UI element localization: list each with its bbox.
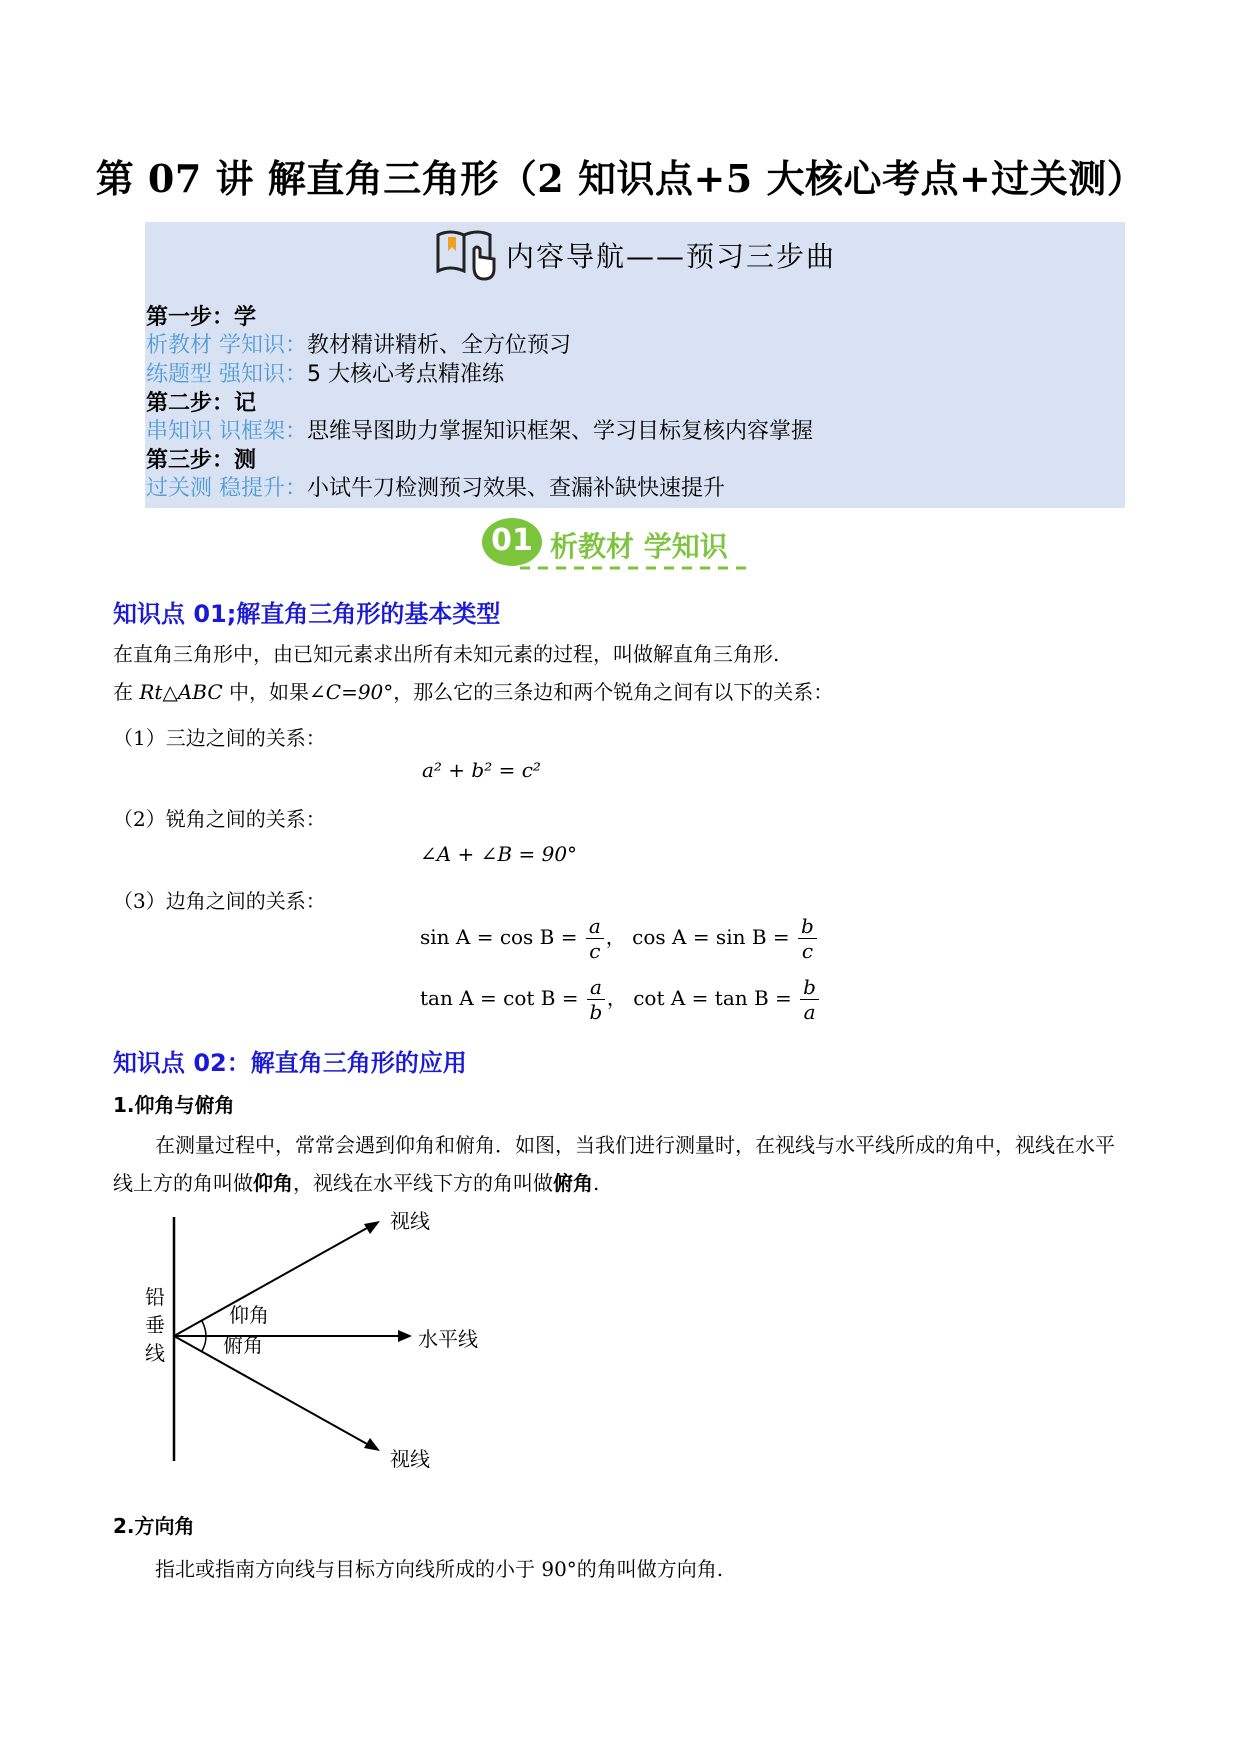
- relation-2-label: （2）锐角之间的关系：: [113, 807, 326, 831]
- elevation-paragraph: [113, 1126, 1123, 1202]
- relation-1-label: （1）三边之间的关系：: [113, 726, 326, 750]
- kp1-paragraph-1: 在直角三角形中，由已知元素求出所有未知元素的过程，叫做解直角三角形.: [113, 642, 780, 666]
- direction-paragraph: 指北或指南方向线与目标方向线所成的小于 90°的角叫做方向角.: [155, 1557, 724, 1581]
- horizontal-label: 水平线: [418, 1327, 478, 1351]
- elevation-depression-diagram: [140, 1205, 520, 1471]
- fraction: [800, 975, 819, 1024]
- subheading-elevation: 1.仰角与俯角: [113, 1093, 235, 1117]
- depression-arc: [202, 1336, 206, 1351]
- formula-text: cot A = tan B =: [633, 986, 792, 1010]
- nav-line-learn: [146, 328, 571, 359]
- text-run: 中，如果: [222, 680, 310, 704]
- arrow-head: [364, 1438, 380, 1451]
- nav-line-text: 5 大核心考点精准练: [307, 362, 504, 387]
- text-run: 在: [113, 680, 140, 704]
- formula-text: tan A = cot B =: [420, 986, 579, 1010]
- denominator: b: [589, 1000, 603, 1024]
- nav-line-label: 析教材 学知识：: [146, 333, 307, 358]
- nav-line-text: 小试牛刀检测预习效果、查漏补缺快速提升: [307, 476, 726, 501]
- nav-line-label: 过关测 稳提升：: [146, 476, 307, 501]
- sight-up-label: 视线: [390, 1209, 430, 1233]
- formula-angle-sum: ∠A + ∠B = 90°: [420, 842, 578, 866]
- nav-step-3: 第三步：测: [146, 448, 257, 473]
- elevation-label: 仰角: [229, 1303, 269, 1327]
- sight-line-up: [174, 1223, 376, 1336]
- vertical-label-3: 线: [145, 1341, 165, 1365]
- nav-line-test: [146, 471, 725, 502]
- nav-step-1: 第一步：学: [146, 305, 257, 330]
- numerator: a: [586, 914, 604, 939]
- content-nav-heading: [145, 225, 1125, 285]
- vertical-label-1: 铅: [145, 1285, 165, 1309]
- nav-line-text: 思维导图助力掌握知识框架、学习目标复核内容掌握: [307, 419, 814, 444]
- section-01-banner: [480, 515, 780, 573]
- term-elevation: 仰角: [253, 1171, 293, 1195]
- elevation-arc: [202, 1321, 206, 1336]
- subheading-direction: 2.方向角: [113, 1514, 195, 1538]
- kp1-heading: 知识点 01;解直角三角形的基本类型: [113, 600, 501, 628]
- arrow-head: [364, 1221, 380, 1234]
- denominator: a: [803, 1000, 816, 1024]
- triangle-notation: Rt△ABC: [139, 680, 223, 704]
- nav-line-practice: [146, 357, 504, 388]
- fraction: [798, 914, 817, 963]
- arrow-head: [398, 1330, 412, 1342]
- formula-tan-cot: tan A = cot B = $\frac{a}{b}$ ， cot A = tan B = $\frac{b}{a}$: [420, 975, 821, 1024]
- numerator: a: [587, 975, 605, 1000]
- kp1-paragraph-2: [113, 676, 833, 705]
- book-pointer-icon: [434, 223, 498, 287]
- nav-heading-text: 内容导航——预习三步曲: [505, 240, 836, 273]
- depression-label: 俯角: [223, 1333, 263, 1357]
- fraction: [587, 975, 605, 1024]
- sight-line-down: [174, 1336, 376, 1449]
- term-depression: 俯角: [553, 1171, 593, 1195]
- nav-line-framework: [146, 414, 813, 445]
- denominator: c: [589, 939, 601, 963]
- numerator: b: [800, 975, 819, 1000]
- nav-line-text: 教材精讲精析、全方位预习: [307, 333, 572, 358]
- formula-text: sin A = cos B =: [420, 925, 578, 949]
- formula-text: cos A = sin B =: [632, 925, 790, 949]
- vertical-label-2: 垂: [145, 1313, 165, 1337]
- text-run: ，那么它的三条边和两个锐角之间有以下的关系：: [393, 680, 834, 704]
- fraction: [586, 914, 604, 963]
- nav-step-2: 第二步：记: [146, 391, 257, 416]
- nav-line-label: 练题型 强知识：: [146, 362, 307, 387]
- angle-notation: ∠C=90°: [309, 680, 394, 704]
- relation-3-label: （3）边角之间的关系：: [113, 889, 326, 913]
- formula-sin-cos: sin A = cos B = $\frac{a}{c}$ ， cos A = sin B = $\frac{b}{c}$: [420, 914, 819, 963]
- section-number: 01: [491, 523, 533, 558]
- formula-pythagorean: a² + b² = c²: [422, 758, 541, 782]
- page-title: 第 07 讲 解直角三角形（2 知识点+5 大核心考点+过关测）: [95, 156, 1146, 201]
- text-run: ，视线在水平线下方的角叫做: [293, 1171, 553, 1195]
- denominator: c: [801, 939, 814, 963]
- text-run: .: [593, 1171, 600, 1195]
- text-run: 在测量过程中，常常会遇到仰角和俯角．如图，当我们进行测量时，在视线与水平线所成的角中，视线在水平线上方的角叫做: [113, 1133, 1115, 1195]
- sight-down-label: 视线: [390, 1447, 430, 1471]
- section-label: 析教材 学知识: [550, 530, 728, 563]
- kp2-heading: 知识点 02：解直角三角形的应用: [113, 1049, 467, 1077]
- numerator: b: [798, 914, 817, 939]
- nav-line-label: 串知识 识框架：: [146, 419, 307, 444]
